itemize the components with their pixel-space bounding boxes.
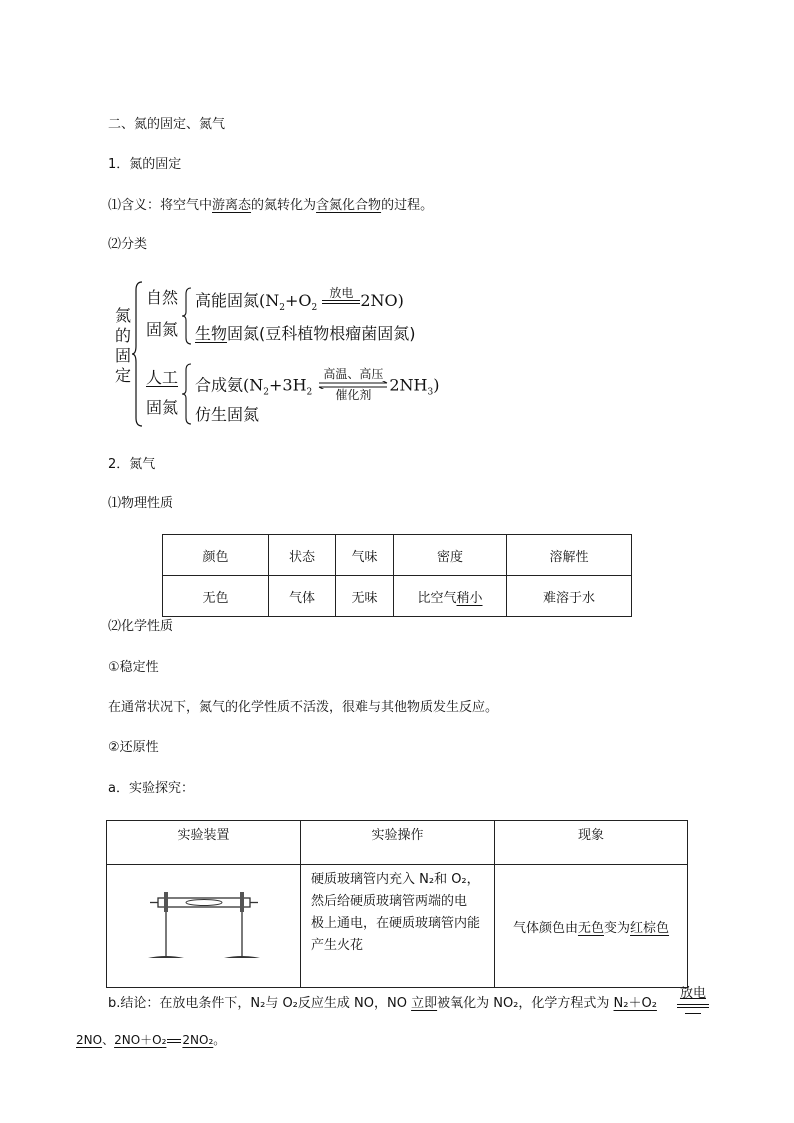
big-brace-icon — [132, 280, 144, 428]
eq-2no2: 2NO₂ — [182, 1033, 214, 1047]
table-header-cell: 密度 — [394, 535, 507, 576]
condition-bottom: 催化剂 — [335, 388, 372, 402]
stability-title: ①稳定性 — [108, 660, 159, 675]
eq-close: ) — [433, 375, 440, 395]
high-energy-label: 高能固氮 — [195, 291, 260, 310]
eq-product-nh3: 2NH — [389, 375, 428, 395]
table-header-cell: 溶解性 — [507, 535, 632, 576]
eq-product-no: 2NO) — [360, 291, 404, 310]
stability-text: 在通常状况下，氮气的化学性质不活泼，很难与其他物质发生反应。 — [108, 700, 499, 715]
physical-properties-table — [162, 534, 632, 617]
eq-n2: (N — [243, 375, 264, 395]
reversible-arrow — [317, 368, 389, 402]
tree-root-char: 的 — [114, 326, 131, 345]
phenomenon-red-brown: 红棕色 — [630, 920, 670, 936]
operation-cell — [301, 865, 495, 988]
operation-line: 极上通电，在硬质玻璃管内能 — [311, 916, 481, 931]
table-header-cell: 状态 — [269, 535, 336, 576]
table-row — [163, 576, 632, 617]
eq-o2: +O — [285, 291, 312, 310]
apparatus-diagram-icon — [144, 884, 264, 964]
table-cell — [394, 576, 507, 617]
table-header-row — [163, 535, 632, 576]
table-cell: 无色 — [163, 576, 269, 617]
condition-top: 高温、高压 — [323, 367, 384, 381]
conclusion-mid: 被氧化为 NO₂，化学方程式为 — [437, 996, 614, 1011]
table-cell: 气体 — [269, 576, 336, 617]
conclusion-eq-reactants: N₂＋O₂ — [613, 996, 657, 1011]
definition-prefix: ⑴含义：将空气中 — [108, 198, 213, 213]
conclusion-condition: 放电 — [679, 986, 706, 1001]
eq-h2: +3H — [269, 375, 307, 395]
phenomenon-prefix: 气体颜色由 — [512, 920, 578, 936]
table-header-cell: 实验操作 — [301, 821, 495, 865]
table-header-row — [107, 821, 688, 865]
operation-line: 产生火花 — [311, 938, 364, 953]
table-cell: 无味 — [336, 576, 394, 617]
definition-mid: 的氮转化为 — [251, 198, 317, 213]
density-value: 稍小 — [456, 590, 483, 606]
eq-2no: 2NO — [76, 1033, 103, 1047]
conclusion-line-2 — [76, 1031, 225, 1049]
artificial-label: 人工 — [146, 368, 179, 387]
conclusion-prefix: b.结论：在放电条件下，N₂与 O₂反应生成 NO，NO — [108, 996, 412, 1011]
subsection-fixation-title: 1．氮的固定 — [108, 157, 182, 172]
eq-equals-icon — [167, 1039, 181, 1043]
operation-line: 然后给硬质玻璃管两端的电 — [311, 894, 468, 909]
apparatus-cell — [107, 865, 301, 988]
phenomenon-cell — [495, 865, 688, 988]
table-header-cell: 实验装置 — [107, 821, 301, 865]
tree-root-char: 氮 — [114, 306, 131, 325]
discharge-condition: 放电 — [329, 286, 354, 300]
artificial-brace-icon — [182, 362, 192, 426]
physical-properties-title: ⑴物理性质 — [108, 496, 174, 511]
artificial-label-1 — [146, 368, 178, 388]
high-energy-fixation: 高能固氮($N_2+O_2$ 放电 2NO) — [195, 286, 404, 314]
section-heading: 二、氮的固定、氮气 — [108, 117, 226, 132]
definition-line — [108, 197, 433, 215]
eq-period: 。 — [213, 1033, 226, 1047]
table-row — [107, 865, 688, 988]
definition-compound: 含氮化合物 — [316, 198, 382, 213]
table-cell — [507, 576, 632, 617]
natural-brace-icon — [182, 286, 192, 346]
experiment-title: a．实验探究： — [108, 781, 194, 796]
eq-n2: (N — [259, 291, 280, 310]
table-header-cell: 现象 — [495, 821, 688, 865]
biological-label: 生物 — [195, 324, 228, 343]
ammonia-synthesis: 合成氨($N_2+3H_2$ 高温、高压 催化剂 $2NH_3$) — [195, 367, 440, 402]
tree-root-label — [113, 306, 133, 386]
natural-label-1: 自然 — [146, 288, 179, 307]
conclusion-immediately: 立即 — [411, 996, 438, 1011]
reducibility-title: ②还原性 — [108, 740, 159, 755]
experiment-table — [106, 820, 688, 988]
operation-line: 硬质玻璃管内充入 N₂和 O₂， — [311, 872, 480, 887]
artificial-label-2: 固氮 — [146, 398, 179, 417]
solubility-value: 难溶于水 — [542, 590, 595, 606]
definition-free-state: 游离态 — [212, 198, 252, 213]
table-header-cell: 气味 — [336, 535, 394, 576]
eq-2no-o2: 2NO＋O₂ — [114, 1033, 167, 1047]
chemical-properties-title: ⑵化学性质 — [108, 619, 174, 634]
biological-fixation — [195, 324, 416, 344]
natural-label-2: 固氮 — [146, 320, 179, 339]
phenomenon-colorless: 无色 — [577, 920, 604, 936]
conclusion-discharge-arrow — [677, 986, 709, 1014]
tree-root-char: 定 — [114, 366, 131, 385]
biological-rest: 固氮(豆科植物根瘤菌固氮) — [227, 324, 416, 343]
density-prefix: 比空气 — [417, 590, 457, 606]
table-header-cell: 颜色 — [163, 535, 269, 576]
tree-root-char: 固 — [114, 346, 131, 365]
ammonia-label: 合成氨 — [195, 375, 244, 395]
definition-suffix: 的过程。 — [381, 198, 434, 213]
phenomenon-mid: 变为 — [604, 920, 631, 936]
classification-title: ⑵分类 — [108, 237, 148, 252]
conclusion-line-1 — [108, 995, 657, 1013]
eq-separator: 、 — [102, 1033, 115, 1047]
discharge-arrow — [322, 287, 360, 304]
subsection-nitrogen-title: 2．氮气 — [108, 457, 156, 472]
biomimetic-fixation: 仿生固氮 — [195, 405, 260, 424]
